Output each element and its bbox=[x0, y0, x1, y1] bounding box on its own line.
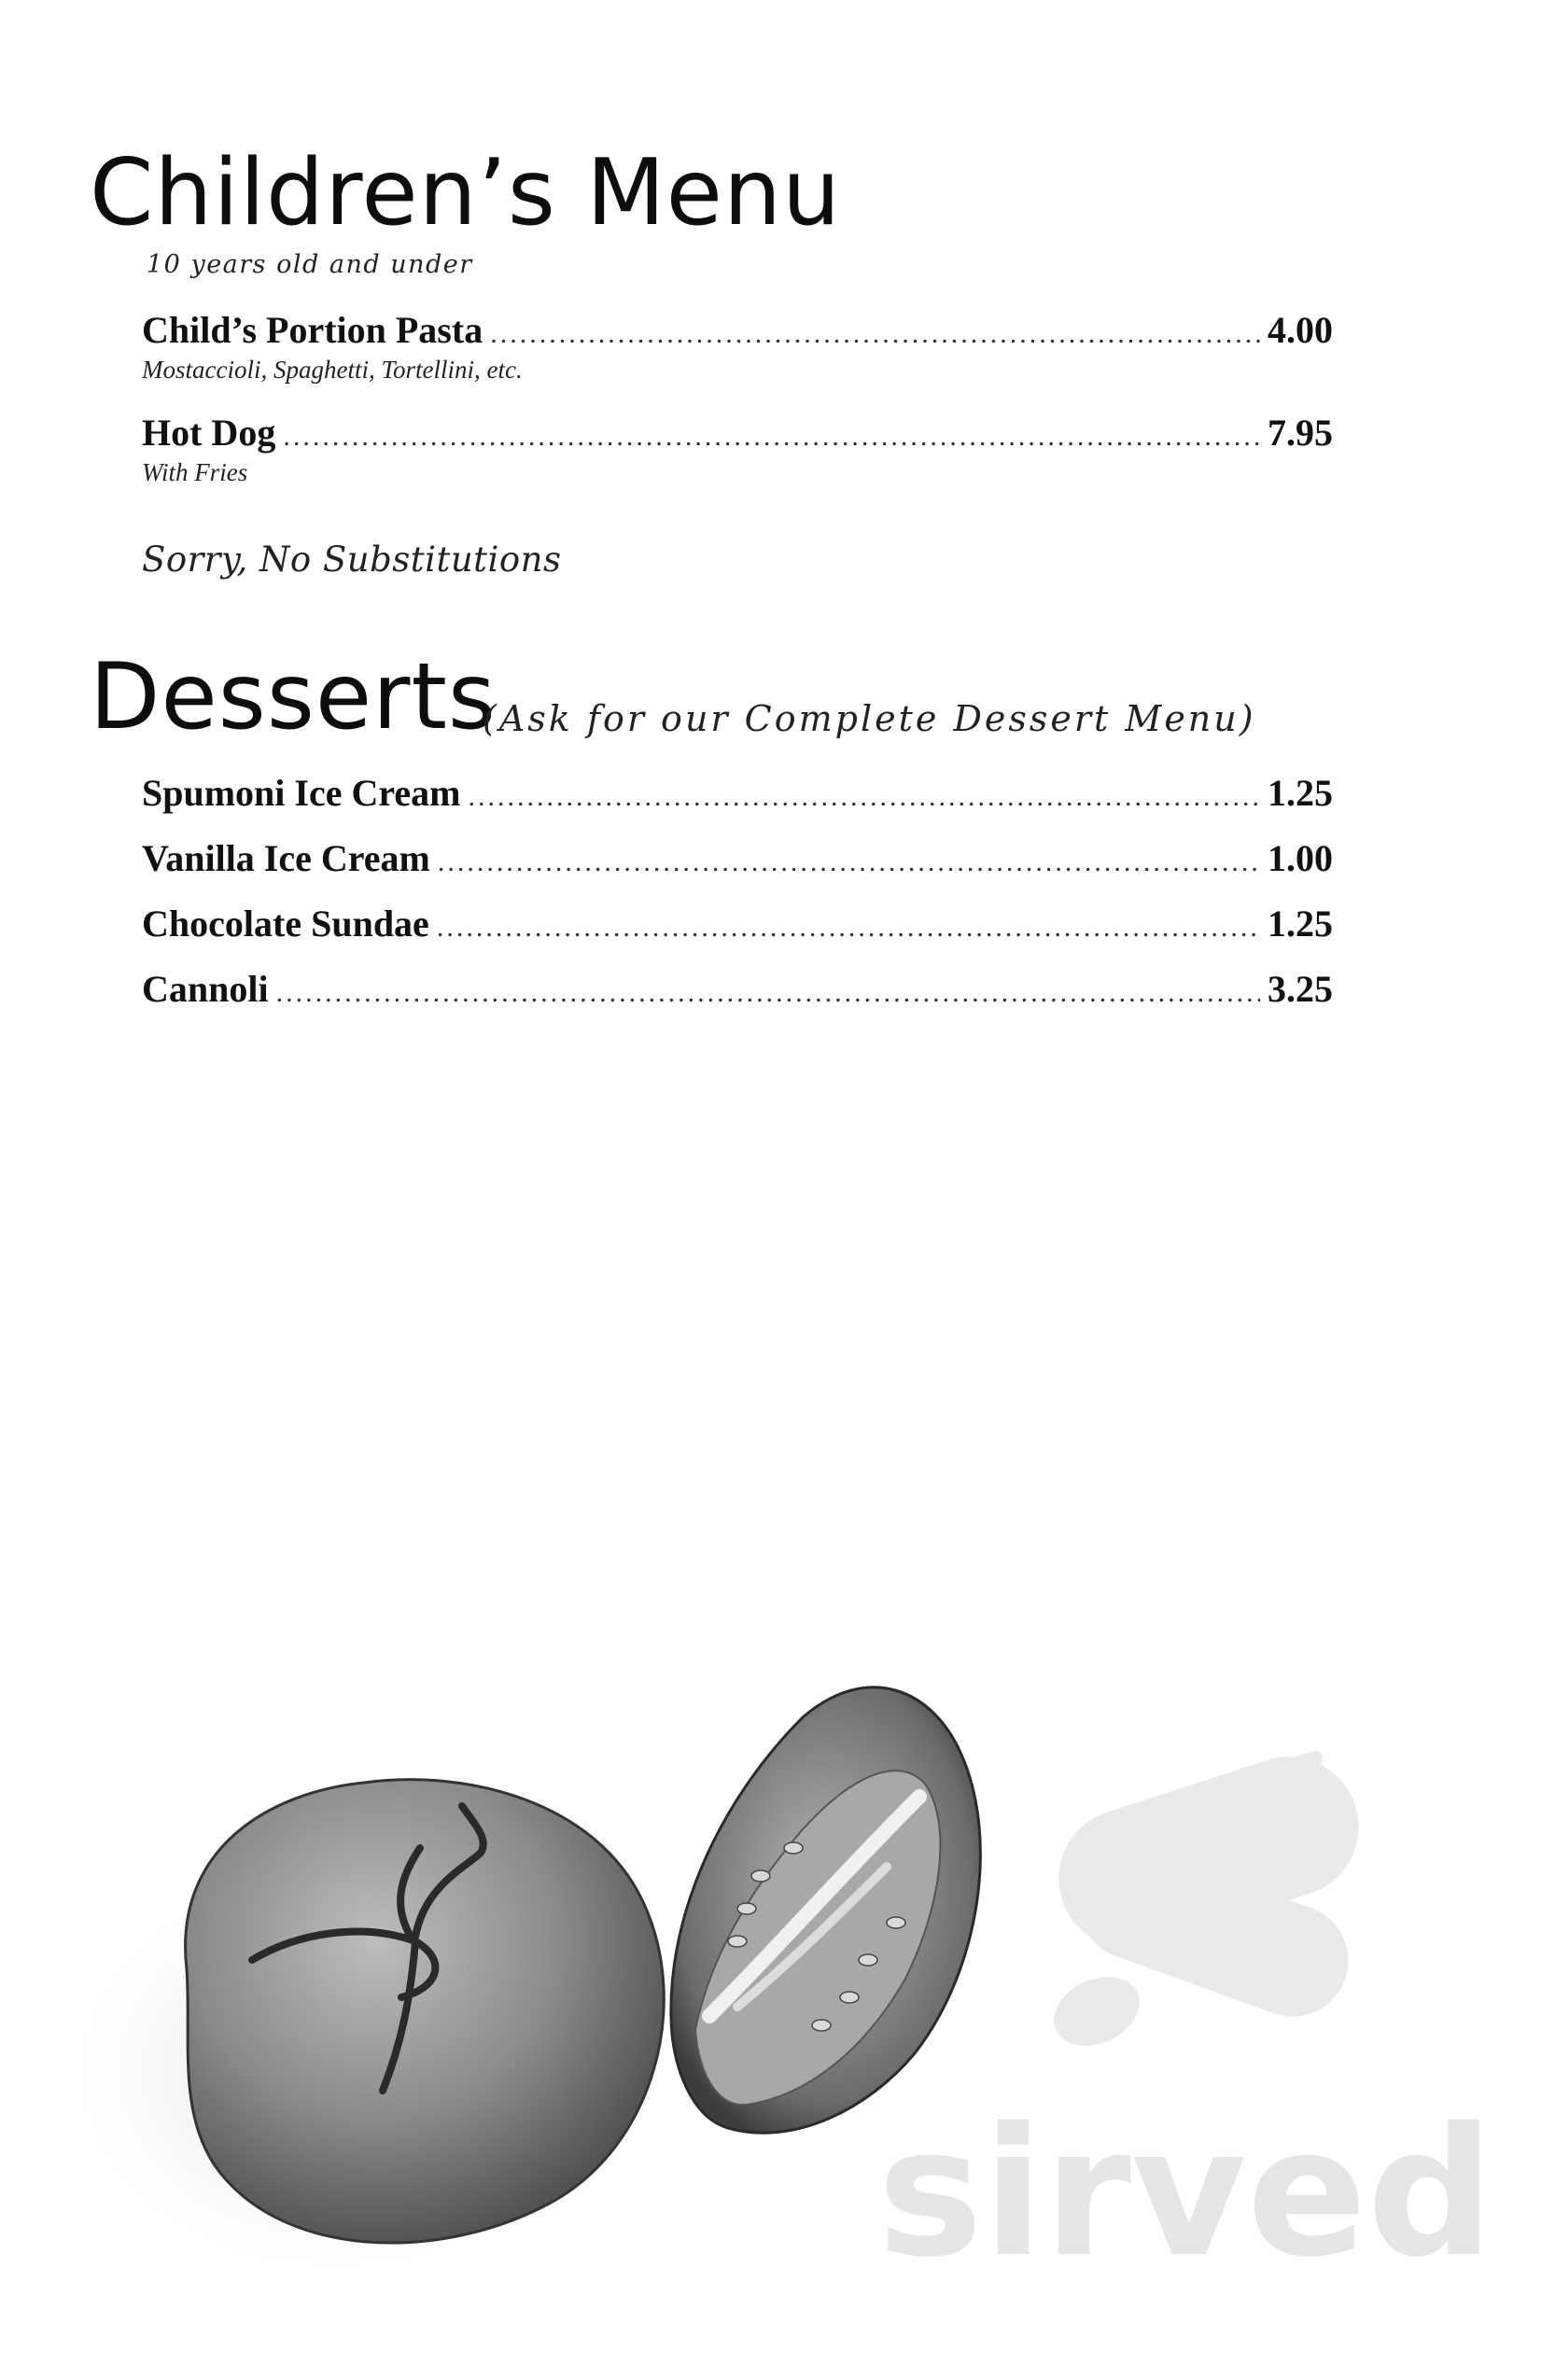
whole-tomato bbox=[186, 1780, 665, 2243]
item-price: 1.00 bbox=[1268, 837, 1333, 879]
item-name: Spumoni Ice Cream bbox=[142, 772, 461, 814]
fork-and-spoon-icon bbox=[1041, 1739, 1377, 2059]
desserts-title: Desserts bbox=[90, 644, 497, 750]
item-price: 1.25 bbox=[1268, 772, 1333, 814]
menu-item bbox=[142, 771, 1333, 815]
menu-item bbox=[142, 836, 1333, 880]
menu-item bbox=[142, 308, 1333, 385]
item-description: With Fries bbox=[142, 458, 248, 486]
item-price: 4.00 bbox=[1268, 309, 1333, 351]
dot-leader bbox=[437, 912, 1260, 944]
dot-leader bbox=[276, 977, 1260, 1009]
item-name: Cannoli bbox=[142, 968, 269, 1010]
childrens-menu-subtitle: 10 years old and under bbox=[147, 250, 473, 279]
halved-tomato bbox=[671, 1687, 980, 2133]
item-price: 7.95 bbox=[1268, 412, 1333, 454]
item-name: Vanilla Ice Cream bbox=[142, 837, 430, 879]
dot-leader bbox=[438, 847, 1260, 878]
menu-item bbox=[142, 902, 1333, 945]
item-name: Child’s Portion Pasta bbox=[142, 309, 483, 351]
menu-item bbox=[142, 967, 1333, 1011]
dot-leader bbox=[283, 421, 1260, 453]
no-substitutions-note: Sorry, No Substitutions bbox=[142, 539, 562, 580]
menu-item bbox=[142, 411, 1333, 487]
item-name: Hot Dog bbox=[142, 412, 276, 454]
item-price: 3.25 bbox=[1268, 968, 1333, 1010]
dot-leader bbox=[468, 781, 1260, 813]
item-name: Chocolate Sundae bbox=[142, 903, 429, 945]
desserts-note: (Ask for our Complete Dessert Menu) bbox=[483, 698, 1256, 739]
item-price: 1.25 bbox=[1268, 903, 1333, 945]
item-description: Mostaccioli, Spaghetti, Tortellini, etc. bbox=[142, 356, 523, 384]
dot-leader bbox=[490, 318, 1260, 350]
watermark-text: sirved bbox=[877, 2090, 1494, 2296]
tomato-illustration bbox=[0, 1568, 1541, 2380]
childrens-menu-title: Children’s Menu bbox=[90, 140, 842, 246]
